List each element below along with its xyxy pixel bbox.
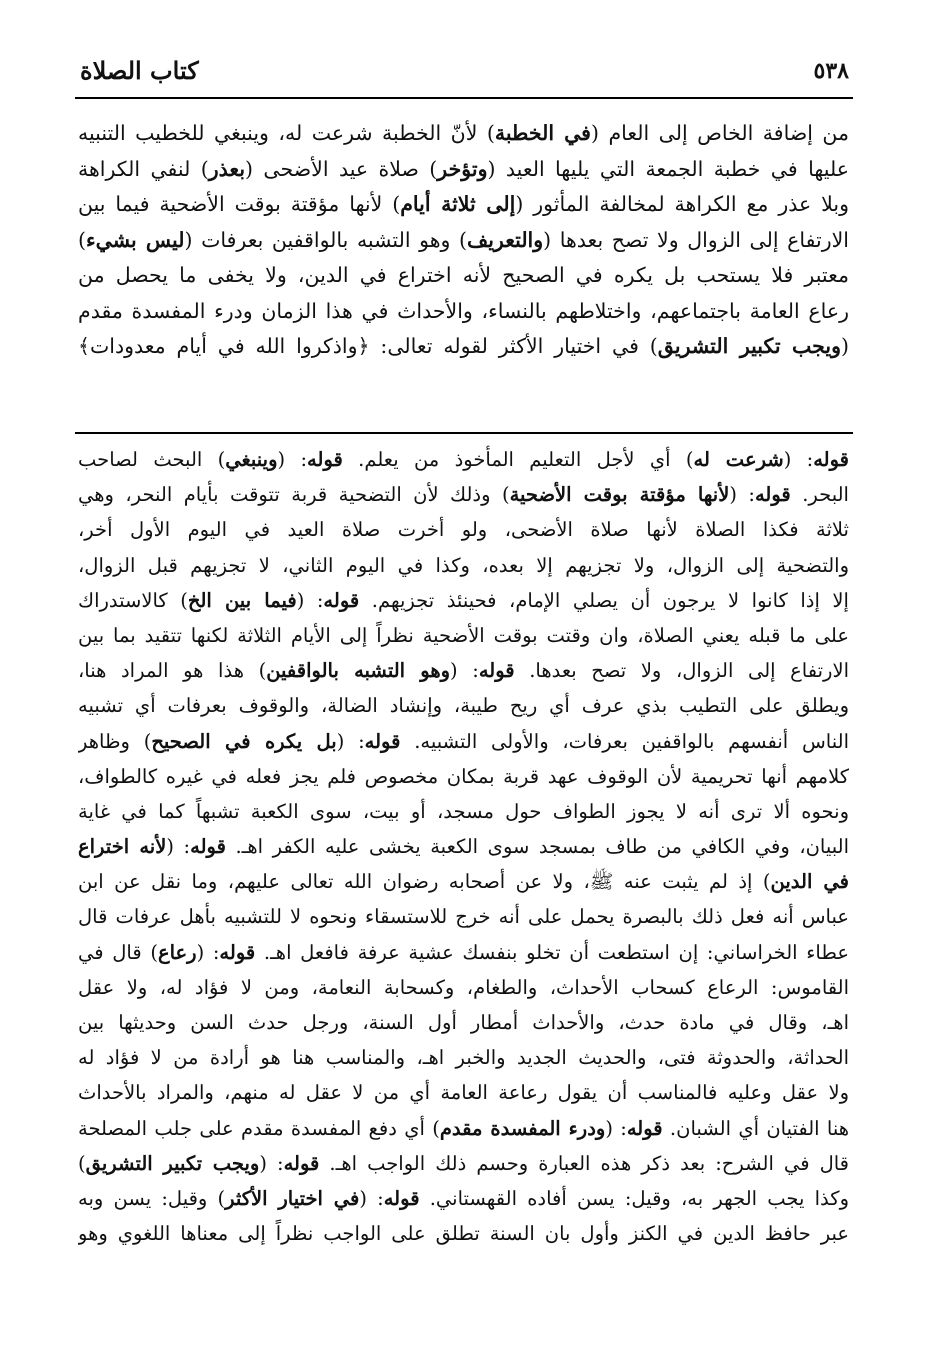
main-text-block [78,116,849,365]
commentary-text-line: اهـ، وقال في مادة حدث، والأحداث أمطار أول السنة، ورجل حدث السن وحديثها بين [78,1011,849,1034]
commentary-text-line: قوله: (شرعت له) أي لأجل التعليم المأخوذ من يعلم. قوله: (وينبغي) البحث لصاحب [78,448,849,471]
commentary-text-line: والتضحية إلى الزوال، ولا تجزيهم إلا بعده، وكذا في اليوم الثاني، لا تجزيهم قبل الزوال، [78,553,849,577]
commentary-text-line: على ما قبله يعني الصلاة، وان وقتت بوقت الأضحية نظراً إلى الأيام الثلاثة لكنها تتقيد بما بين [78,623,849,647]
commentary-text-line: في الدين) إذ لم يثبت عنه ﷺ، ولا عن أصحابه رضوان الله تعالى عليهم، وما نقل عن ابن [78,870,849,894]
commentary-text-block [78,442,849,1251]
commentary-text-line: عبر حافظ الدين في الكنز وأول بان السنة تطلق على الواجب نظراً إلى معناها اللغوي وهو [78,1222,849,1246]
commentary-text-line: كلامهم أنها تحريمية لأن الوقوف عهد قربة بمكان مخصوص فلم يجز فعله في غيره كالطواف، [78,764,849,788]
commentary-text-line: إلا إذا كانوا لا يرجون أن يصلي الإمام، فحينئذ تجزيهم. قوله: (فيما بين الخ) كالاستدراك [78,588,849,612]
main-text-line: عليها في خطبة الجمعة التي يليها العيد (وتؤخر) صلاة عيد الأضحى (بعذر) لنفي الكراهة [78,156,849,181]
commentary-text-line: ونحوه ألا ترى أنه لا يجوز الطواف حول مسجد، أو بيت، سوى الكعبة تشبهاً كما في غاية [78,799,849,823]
commentary-text-line: البحر. قوله: (لأنها مؤقتة بوقت الأضحية) وذلك لأن التضحية قربة تتوقت بأيام النحر، وهي [78,483,849,507]
commentary-text-line: ثلاثة فكذا الصلاة لأنها صلاة الأضحى، ولو أخرت صلاة العيد في اليوم الأول أخر، [78,518,849,542]
main-text-line: رعاع العامة باجتماعهم، واختلاطهم بالنساء، والأحداث في هذا الزمان ودرء المفسدة مقدم [78,298,849,323]
commentary-text-line: الحداثة، والحدوثة فتى، والحديث الجديد والخبر اهـ، والمناسب هنا هو أرادة من لا فؤاد له [78,1046,849,1070]
header-rule [75,97,853,99]
commentary-text-line: هنا الفتيان أي الشبان. قوله: (ودرء المفسدة مقدم) أي دفع المفسدة مقدم على جلب المصلحة [78,1116,849,1140]
commentary-text-line: عطاء الخراساني: إن استطعت أن تخلو بنفسك عشية عرفة فافعل اهـ. قوله: (رعاع) قال في [78,940,849,964]
page-header [80,52,849,92]
main-text-line: الارتفاع إلى الزوال ولا تصح بعدها (والتعريف) وهو التشبه بالواقفين بعرفات (ليس بشيء) [78,227,849,252]
main-text-line: معتبر فلا يستحب بل يكره في الصحيح لأنه اختراع في الدين، ولا يخفى ما يحصل من [78,263,849,287]
commentary-text-line: ولا عقل وعليه فالمناسب أن يقول رعاعة العامة أي من لا عقل له منهم، والمراد بالأحداث [78,1081,849,1105]
commentary-text-line: قال في الشرح: بعد ذكر هذه العبارة وحسم ذلك الواجب اهـ. قوله: (ويجب تكبير التشريق) [78,1151,849,1175]
commentary-text-line: الناس أنفسهم بالواقفين بعرفات، والأولى التشبيه. قوله: (بل يكره في الصحيح) وظاهر [78,729,849,753]
commentary-text-line: البيان، وفي الكافي من طاف بمسجد سوى الكعبة يخشى عليه الكفر اهـ. قوله: (لأنه اختراع [78,835,849,859]
commentary-text-line: ويطلق على التطيب بذي عرف أي ريح طيبة، وإنشاد الضالة، والوقوف بعرفات أي تشبيه [78,694,849,718]
commentary-text-line: عباس أنه فعل ذلك بالبصرة يحمل على أنه خرج للاستسقاء ونحوه لا للتشبيه بأهل عرفات قال [78,905,849,929]
main-text-line: من إضافة الخاص إلى العام (في الخطبة) لأنّ الخطبة شرعت له، وينبغي للخطيب التنبيه [78,121,849,145]
page-number: ٥٣٨ [813,58,849,84]
main-text-line: (ويجب تكبير التشريق) في اختيار الأكثر لقوله تعالى: ﴿واذكروا الله في أيام معدودات﴾ [78,334,849,358]
commentary-text-line: الارتفاع إلى الزوال، ولا تصح بعدها. قوله: (وهو التشبه بالواقفين) هذا هو المراد هنا، [78,659,849,683]
commentary-separator-rule [75,432,853,434]
running-title: كتاب الصلاة [80,56,199,85]
commentary-text-line: القاموس: الرعاع كسحاب الأحداث، والطغام، وكسحابة النعامة، ومن لا فؤاد له، ولا عقل [78,975,849,999]
commentary-text-line: وكذا يجب الجهر به، وقيل: يسن أفاده القهستاني. قوله: (في اختيار الأكثر) وقيل: يسن وبه [78,1186,849,1210]
main-text-line: وبلا عذر مع الكراهة لمخالفة المأثور (إلى ثلاثة أيام) لأنها مؤقتة بوقت الأضحية فيما بين [78,192,849,216]
